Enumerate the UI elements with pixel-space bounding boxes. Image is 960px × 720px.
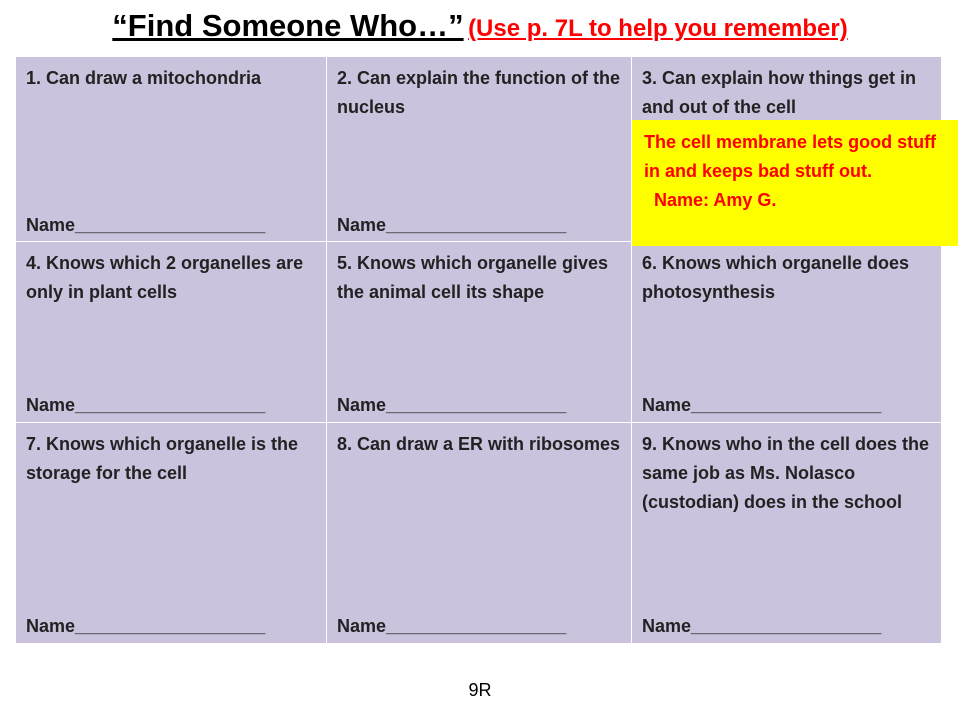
cell-name-line: Name___________________ [26, 395, 266, 415]
cell-name-line: Name__________________ [337, 395, 567, 415]
cell-question: 9. Knows who in the cell does the same job as Ms. Nolasco (custodian) does in the school [642, 434, 930, 512]
grid-cell-7 [16, 423, 327, 643]
title-subtitle: (Use p. 7L to help you remember) [468, 15, 848, 42]
grid-cell-4 [16, 242, 327, 423]
callout-answer-text: The cell membrane lets good stuff in and keeps bad stuff out. [644, 132, 937, 181]
grid-cell-1 [16, 57, 327, 242]
cell-question: 8. Can draw a ER with ribosomes [337, 434, 621, 454]
cell-name-line: Name___________________ [26, 616, 266, 636]
callout-name: Name: Amy G. [654, 190, 777, 210]
grid-cell-9 [632, 423, 941, 643]
cell-name-line: Name___________________ [26, 215, 266, 235]
grid-cell-5 [327, 242, 632, 423]
page-number-label: 9R [468, 680, 492, 700]
cell-name-line: Name___________________ [642, 616, 882, 636]
cell-question: 5. Knows which organelle gives the animal cell its shape [337, 253, 609, 302]
cell-question: 2. Can explain the function of the nucleus [337, 68, 621, 117]
title-main: “Find Someone Who…” [112, 8, 464, 43]
cell-question: 6. Knows which organelle does photosynthesis [642, 253, 910, 302]
cell-question: 7. Knows which organelle is the storage for the cell [26, 434, 299, 483]
answer-callout [632, 120, 958, 246]
cell-question: 4. Knows which 2 organelles are only in plant cells [26, 253, 304, 302]
grid-cell-6 [632, 242, 941, 423]
cell-name-line: Name__________________ [337, 616, 567, 636]
cell-question: 1. Can draw a mitochondria [26, 68, 262, 88]
cell-question: 3. Can explain how things get in and out of the cell [642, 68, 917, 117]
cell-name-line: Name__________________ [337, 215, 567, 235]
cell-name-line: Name___________________ [642, 395, 882, 415]
page-title [0, 8, 960, 44]
grid-cell-8 [327, 423, 632, 643]
grid-cell-2 [327, 57, 632, 242]
